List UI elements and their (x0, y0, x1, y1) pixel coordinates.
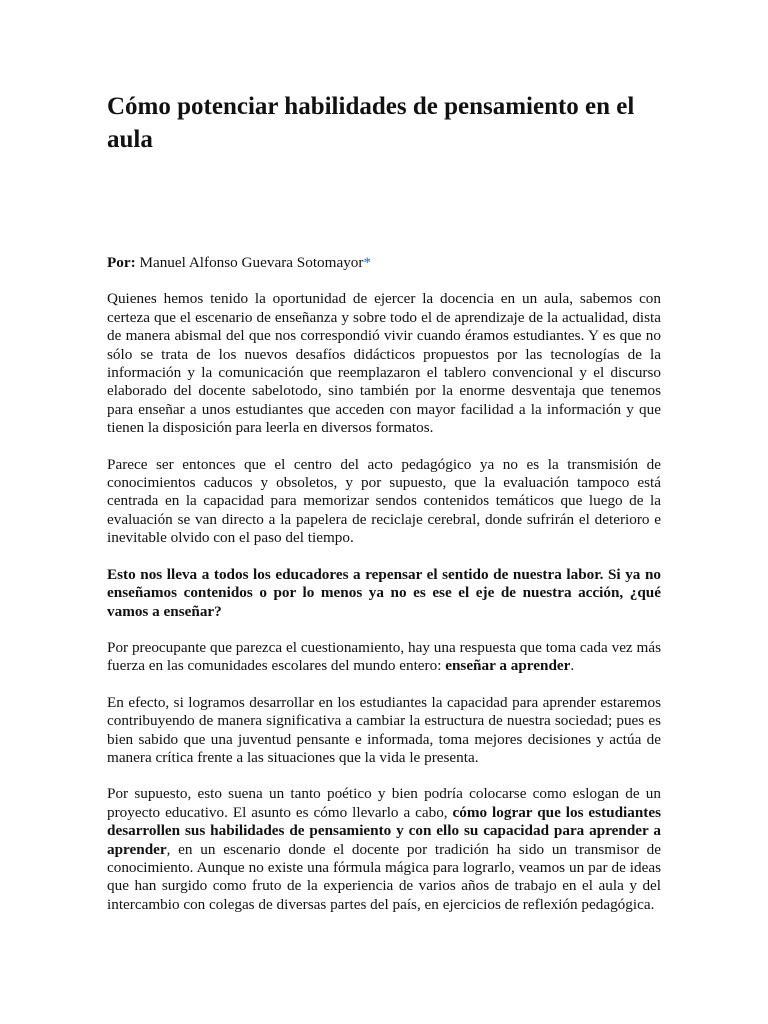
byline-label: Por: (107, 254, 136, 271)
paragraph-5: En efecto, si logramos desarrollar en los estudiantes la capacidad para aprender estaremos contribuyendo de manera significativa a cambiar la estructura de nuestra sociedad; pues es bien sabido que una juventud pensante e informada, toma mejores decisiones y actúa de manera crítica frente a las situaciones que la vida le presenta. (107, 693, 661, 766)
paragraph-3-bold: Esto nos lleva a todos los educadores a repensar el sentido de nuestra labor. Si ya no enseñamos contenidos o por lo menos ya no es ese el eje de nuestra acción, ¿qué vamos a enseñar? (107, 565, 661, 620)
author-name: Manuel Alfonso Guevara Sotomayor (135, 254, 364, 271)
byline (107, 254, 661, 272)
paragraph-6 (107, 785, 661, 914)
paragraph-4 (107, 639, 661, 676)
paragraph-6-text: Por supuesto, esto suena un tanto poético y bien podría colocarse como eslogan de un proyecto educativo. El asunto es cómo llevarlo a cabo, (107, 785, 661, 821)
paragraph-4-end: . (570, 657, 575, 675)
paragraph-2: Parece ser entonces que el centro del acto pedagógico ya no es la transmisión de conocimientos caducos y obsoletos, y por supuesto, que la evaluación tampoco está centrada en la capacidad para memorizar sendos contenidos temáticos que luego de la evaluación se van directo a la papelera de reciclaje cerebral, donde sufrirán el deterioro e inevitable olvido con el paso del tiempo. (107, 455, 661, 547)
paragraph-6-bold: cómo lograr que los estudiantes desarrollen sus habilidades de pensamiento y con ello su capacidad para aprender a aprender (107, 803, 661, 858)
paragraph-4-text: Por preocupante que parezca el cuestionamiento, hay una respuesta que toma cada vez más fuerza en las comunidades escolares del mundo entero: (107, 638, 661, 675)
author-footnote-link[interactable]: * (363, 254, 372, 271)
paragraph-4-bold: enseñar a aprender (445, 657, 571, 675)
article-title: Cómo potenciar habilidades de pensamiento en el aula (107, 93, 635, 153)
paragraph-6-end: , en un escenario donde el docente por tradición ha sido un transmisor de conocimiento. Aunque no existe una fórmula mágica para lograrlo, veamos un par de ideas que han surgido como fruto de la experiencia de varios años de trabajo en el aula y del intercambio con colegas de diversas partes del país, en ejercicios de reflexión pedagógica. (107, 840, 661, 913)
paragraph-3 (107, 566, 661, 621)
paragraph-1: Quienes hemos tenido la oportunidad de ejercer la docencia en un aula, sabemos con certeza que el escenario de enseñanza y sobre todo el de aprendizaje de la actualidad, dista de manera abismal del que nos correspondió vivir cuando éramos estudiantes. Y es que no sólo se trata de los nuevos desafíos didácticos propuestos por las tecnologías de la información y la comunicación que reemplazaron el tablero convencional y el discurso elaborado del docente sabelotodo, sino también por la enorme desventaja que tenemos para enseñar a unos estudiantes que acceden con mayor facilidad a la información y que tienen la disposición para leerla en diversos formatos. (107, 290, 661, 437)
